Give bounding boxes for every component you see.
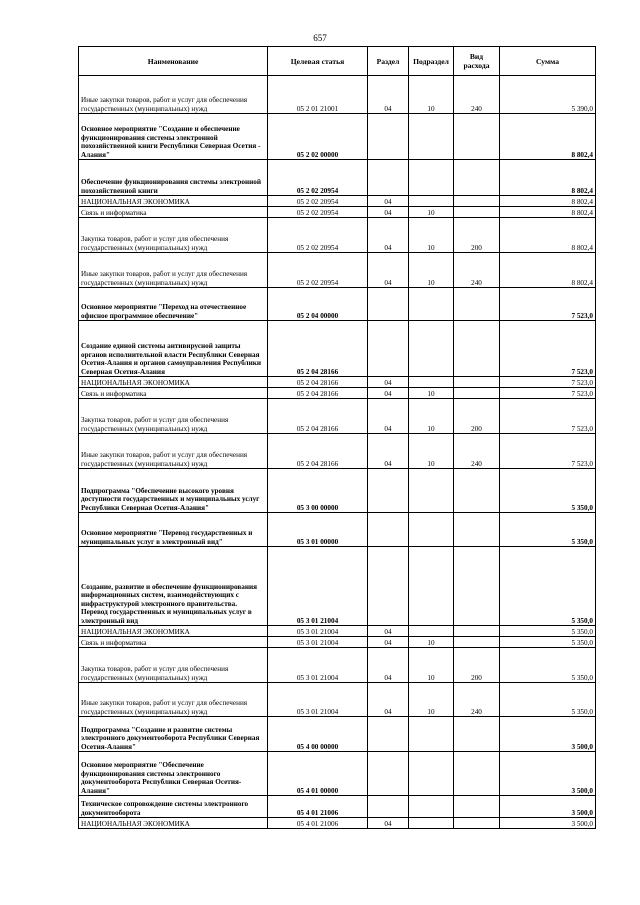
row-target-code: 05 2 04 28166 [268, 388, 368, 399]
row-name: Иные закупки товаров, работ и услуг для обеспечения государственных (муниципальных) нужд [79, 683, 268, 717]
table-row [79, 76, 596, 114]
row-name: НАЦИОНАЛЬНАЯ ЭКОНОМИКА [79, 818, 268, 829]
row-section: 04 [368, 196, 409, 207]
row-section: 04 [368, 377, 409, 388]
row-expense-type [454, 717, 500, 752]
row-amount: 5 350,0 [500, 513, 596, 547]
row-name: Связь и информатика [79, 207, 268, 218]
row-amount: 5 350,0 [500, 683, 596, 717]
table-row [79, 377, 596, 388]
row-amount: 8 802,4 [500, 253, 596, 288]
row-subsection [409, 796, 454, 818]
row-target-code: 05 3 01 21004 [268, 648, 368, 683]
row-subsection [409, 752, 454, 796]
row-section [368, 114, 409, 160]
table-row [79, 683, 596, 717]
row-expense-type [454, 469, 500, 513]
row-amount: 7 523,0 [500, 399, 596, 434]
row-expense-type: 200 [454, 218, 500, 253]
row-subsection [409, 626, 454, 637]
row-section [368, 321, 409, 377]
row-expense-type: 200 [454, 399, 500, 434]
row-expense-type [454, 388, 500, 399]
row-target-code: 05 2 04 28166 [268, 321, 368, 377]
row-target-code: 05 3 01 21004 [268, 683, 368, 717]
row-subsection [409, 321, 454, 377]
row-name: Основное мероприятие "Перевод государственных и муниципальных услуг в электронный вид" [79, 513, 268, 547]
table-row [79, 637, 596, 648]
row-section [368, 160, 409, 196]
row-target-code: 05 3 01 21004 [268, 547, 368, 626]
row-target-code: 05 2 02 00000 [268, 114, 368, 160]
row-expense-type: 240 [454, 683, 500, 717]
row-amount: 7 523,0 [500, 377, 596, 388]
row-subsection [409, 513, 454, 547]
row-target-code: 05 3 01 21004 [268, 626, 368, 637]
table-row [79, 752, 596, 796]
row-amount: 3 500,0 [500, 796, 596, 818]
table-row [79, 513, 596, 547]
row-expense-type [454, 626, 500, 637]
row-amount: 5 350,0 [500, 547, 596, 626]
row-name: Закупка товаров, работ и услуг для обеспечения государственных (муниципальных) нужд [79, 218, 268, 253]
row-name: Техническое сопровождение системы электронного документооборота [79, 796, 268, 818]
row-amount: 5 350,0 [500, 626, 596, 637]
row-target-code: 05 2 02 20954 [268, 207, 368, 218]
table-row [79, 207, 596, 218]
row-section: 04 [368, 253, 409, 288]
row-amount: 8 802,4 [500, 196, 596, 207]
row-amount: 3 500,0 [500, 752, 596, 796]
table-row [79, 796, 596, 818]
row-expense-type [454, 637, 500, 648]
row-expense-type [454, 288, 500, 321]
table-row [79, 469, 596, 513]
row-amount: 3 500,0 [500, 717, 596, 752]
row-name: Связь и информатика [79, 637, 268, 648]
row-subsection: 10 [409, 399, 454, 434]
row-name: Основное мероприятие "Переход на отечественное офисное программное обеспечение" [79, 288, 268, 321]
table-row [79, 648, 596, 683]
row-target-code: 05 2 04 28166 [268, 434, 368, 469]
row-section [368, 547, 409, 626]
row-subsection [409, 196, 454, 207]
row-target-code: 05 2 02 20954 [268, 196, 368, 207]
row-section [368, 513, 409, 547]
row-name: Иные закупки товаров, работ и услуг для обеспечения государственных (муниципальных) нужд [79, 434, 268, 469]
row-subsection: 10 [409, 253, 454, 288]
row-section: 04 [368, 637, 409, 648]
row-amount: 7 523,0 [500, 288, 596, 321]
row-subsection [409, 547, 454, 626]
header-target: Целевая статья [268, 47, 368, 76]
row-subsection [409, 818, 454, 829]
row-subsection: 10 [409, 683, 454, 717]
row-amount: 8 802,4 [500, 114, 596, 160]
table-row [79, 218, 596, 253]
row-amount: 7 523,0 [500, 321, 596, 377]
row-section [368, 717, 409, 752]
row-amount: 5 390,0 [500, 76, 596, 114]
row-subsection [409, 114, 454, 160]
row-name: Иные закупки товаров, работ и услуг для обеспечения государственных (муниципальных) нужд [79, 76, 268, 114]
row-section [368, 288, 409, 321]
row-expense-type [454, 796, 500, 818]
row-amount: 8 802,4 [500, 160, 596, 196]
row-expense-type: 240 [454, 434, 500, 469]
row-subsection [409, 288, 454, 321]
row-subsection: 10 [409, 207, 454, 218]
row-target-code: 05 4 00 00000 [268, 717, 368, 752]
table-row [79, 114, 596, 160]
row-section: 04 [368, 434, 409, 469]
row-amount: 5 350,0 [500, 469, 596, 513]
row-amount: 7 523,0 [500, 388, 596, 399]
table-row [79, 717, 596, 752]
row-target-code: 05 2 04 28166 [268, 399, 368, 434]
row-section: 04 [368, 218, 409, 253]
row-target-code: 05 2 02 20954 [268, 218, 368, 253]
page-number: 657 [313, 33, 327, 43]
row-target-code: 05 3 00 00000 [268, 469, 368, 513]
row-target-code: 05 2 01 21001 [268, 76, 368, 114]
row-name: Закупка товаров, работ и услуг для обеспечения государственных (муниципальных) нужд [79, 399, 268, 434]
table-header-row [79, 47, 596, 76]
row-name: Подпрограмма "Обеспечение высокого уровня доступности государственных и муниципальных услуг Республики Северная Осетия-Алания" [79, 469, 268, 513]
row-name: Создание, развитие и обеспечение функционирования информационных систем, взаимодействующих с инфраструктурой электронного правительства. Перевод государственных и муниципальных услуг в электронный вид [79, 547, 268, 626]
header-subsection: Подраздел [409, 47, 454, 76]
row-expense-type [454, 547, 500, 626]
row-target-code: 05 4 01 21006 [268, 796, 368, 818]
row-name: Закупка товаров, работ и услуг для обеспечения государственных (муниципальных) нужд [79, 648, 268, 683]
row-expense-type [454, 207, 500, 218]
row-expense-type: 200 [454, 648, 500, 683]
row-name: Подпрограмма "Создание и развитие системы электронного документооборота Республики Северная Осетия-Алания" [79, 717, 268, 752]
row-expense-type [454, 513, 500, 547]
row-section [368, 796, 409, 818]
table-row [79, 399, 596, 434]
table-row [79, 626, 596, 637]
row-expense-type [454, 196, 500, 207]
row-name: НАЦИОНАЛЬНАЯ ЭКОНОМИКА [79, 377, 268, 388]
row-expense-type [454, 321, 500, 377]
row-amount: 7 523,0 [500, 434, 596, 469]
row-expense-type [454, 818, 500, 829]
row-name: Иные закупки товаров, работ и услуг для обеспечения государственных (муниципальных) нужд [79, 253, 268, 288]
table-row [79, 547, 596, 626]
table-row [79, 818, 596, 829]
table-row [79, 388, 596, 399]
row-amount: 5 350,0 [500, 637, 596, 648]
row-subsection: 10 [409, 218, 454, 253]
row-subsection: 10 [409, 434, 454, 469]
row-section: 04 [368, 388, 409, 399]
row-subsection: 10 [409, 648, 454, 683]
row-subsection [409, 377, 454, 388]
row-expense-type [454, 114, 500, 160]
row-name: Основное мероприятие "Создание и обеспечение функционирования системы электронной похозяйственной книги Республики Северная Осетия - Алания" [79, 114, 268, 160]
row-section: 04 [368, 648, 409, 683]
row-expense-type: 240 [454, 253, 500, 288]
row-section: 04 [368, 626, 409, 637]
row-section: 04 [368, 683, 409, 717]
row-target-code: 05 4 01 21006 [268, 818, 368, 829]
row-subsection: 10 [409, 637, 454, 648]
table-row [79, 434, 596, 469]
header-expense-type: Вид расхода [454, 47, 500, 76]
row-amount: 5 350,0 [500, 648, 596, 683]
row-amount: 8 802,4 [500, 207, 596, 218]
row-name: Связь и информатика [79, 388, 268, 399]
table-row [79, 321, 596, 377]
row-name: Основное мероприятие "Обеспечение функционирования системы электронного документооборота Республики Северная Осетия-Алания" [79, 752, 268, 796]
row-subsection: 10 [409, 76, 454, 114]
row-amount: 8 802,4 [500, 218, 596, 253]
row-target-code: 05 3 01 00000 [268, 513, 368, 547]
row-name: НАЦИОНАЛЬНАЯ ЭКОНОМИКА [79, 196, 268, 207]
row-section: 04 [368, 399, 409, 434]
row-subsection: 10 [409, 388, 454, 399]
row-name: НАЦИОНАЛЬНАЯ ЭКОНОМИКА [79, 626, 268, 637]
row-target-code: 05 4 01 00000 [268, 752, 368, 796]
table-row [79, 288, 596, 321]
table-row [79, 160, 596, 196]
row-target-code: 05 2 04 28166 [268, 377, 368, 388]
row-name: Обеспечение функционирования системы электронной похозяйственной книги [79, 160, 268, 196]
row-target-code: 05 2 02 20954 [268, 253, 368, 288]
row-section: 04 [368, 76, 409, 114]
header-amount: Сумма [500, 47, 596, 76]
row-expense-type [454, 377, 500, 388]
row-expense-type [454, 160, 500, 196]
row-section [368, 752, 409, 796]
row-subsection [409, 160, 454, 196]
header-section: Раздел [368, 47, 409, 76]
row-expense-type [454, 752, 500, 796]
row-target-code: 05 2 02 20954 [268, 160, 368, 196]
row-expense-type: 240 [454, 76, 500, 114]
row-subsection [409, 469, 454, 513]
row-target-code: 05 3 01 21004 [268, 637, 368, 648]
row-section: 04 [368, 207, 409, 218]
row-name: Создание единой системы антивирусной защиты органов исполнительной власти Республики Северная Осетия-Алания и органов самоуправления Республики Северная Осетия-Алания [79, 321, 268, 377]
table-row [79, 196, 596, 207]
header-name: Наименование [79, 47, 268, 76]
row-section [368, 469, 409, 513]
row-target-code: 05 2 04 00000 [268, 288, 368, 321]
row-section: 04 [368, 818, 409, 829]
row-subsection [409, 717, 454, 752]
table-row [79, 253, 596, 288]
row-amount: 3 500,0 [500, 818, 596, 829]
budget-table [78, 46, 596, 829]
